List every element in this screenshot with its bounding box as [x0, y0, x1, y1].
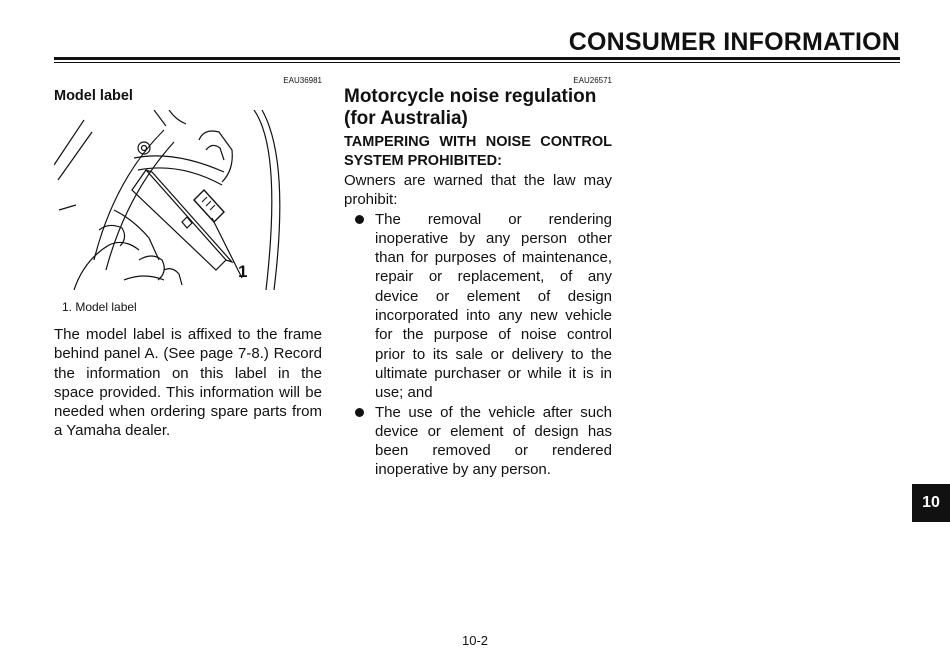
- header-rule-thick: [54, 57, 900, 60]
- list-item: [344, 210, 612, 403]
- header-rule-thin: [54, 62, 900, 63]
- figure-caption: 1. Model label: [62, 300, 137, 314]
- model-label-figure: [54, 110, 284, 290]
- model-label-heading: Model label: [54, 88, 133, 104]
- list-item-text: The removal or rendering inoperative by any person other than for purposes of maintenance, repair or replacement, of any device or element of design incorporated into any new vehicle for the purpose of noise control prior to its sale or delivery to the ultimate purchaser or while it is in use; and: [375, 210, 612, 402]
- section-code-left: EAU36981: [283, 76, 322, 85]
- noise-intro-paragraph: Owners are warned that the law may prohibit:: [344, 172, 612, 209]
- chapter-tab-label: 10: [922, 494, 940, 511]
- bullet-icon: [355, 215, 364, 224]
- figure-callout-number: 1: [238, 262, 248, 281]
- left-column: [54, 86, 322, 441]
- model-label-illustration: [54, 110, 284, 290]
- model-label-paragraph: The model label is affixed to the frame behind panel A. (See page 7-8.) Record the information on this label in the space provided. This information will be needed when ordering spare parts from a Yamaha dealer.: [54, 326, 322, 440]
- chapter-tab: [912, 484, 950, 522]
- prohibited-list: [344, 210, 612, 480]
- page-number: 10-2: [461, 633, 489, 648]
- noise-regulation-heading: Motorcycle noise regulation (for Australia): [344, 86, 597, 129]
- list-item: [344, 403, 612, 480]
- list-item-text: The use of the vehicle after such device or element of design has been removed or rendered inoperative by any person.: [375, 403, 612, 479]
- section-code-right: EAU26571: [573, 76, 612, 85]
- right-column: [344, 86, 612, 480]
- page-header-title: CONSUMER INFORMATION: [568, 28, 900, 56]
- tampering-warning-heading: TAMPERING WITH NOISE CONTROL SYSTEM PROHIBITED:: [344, 134, 612, 169]
- bullet-icon: [355, 408, 364, 417]
